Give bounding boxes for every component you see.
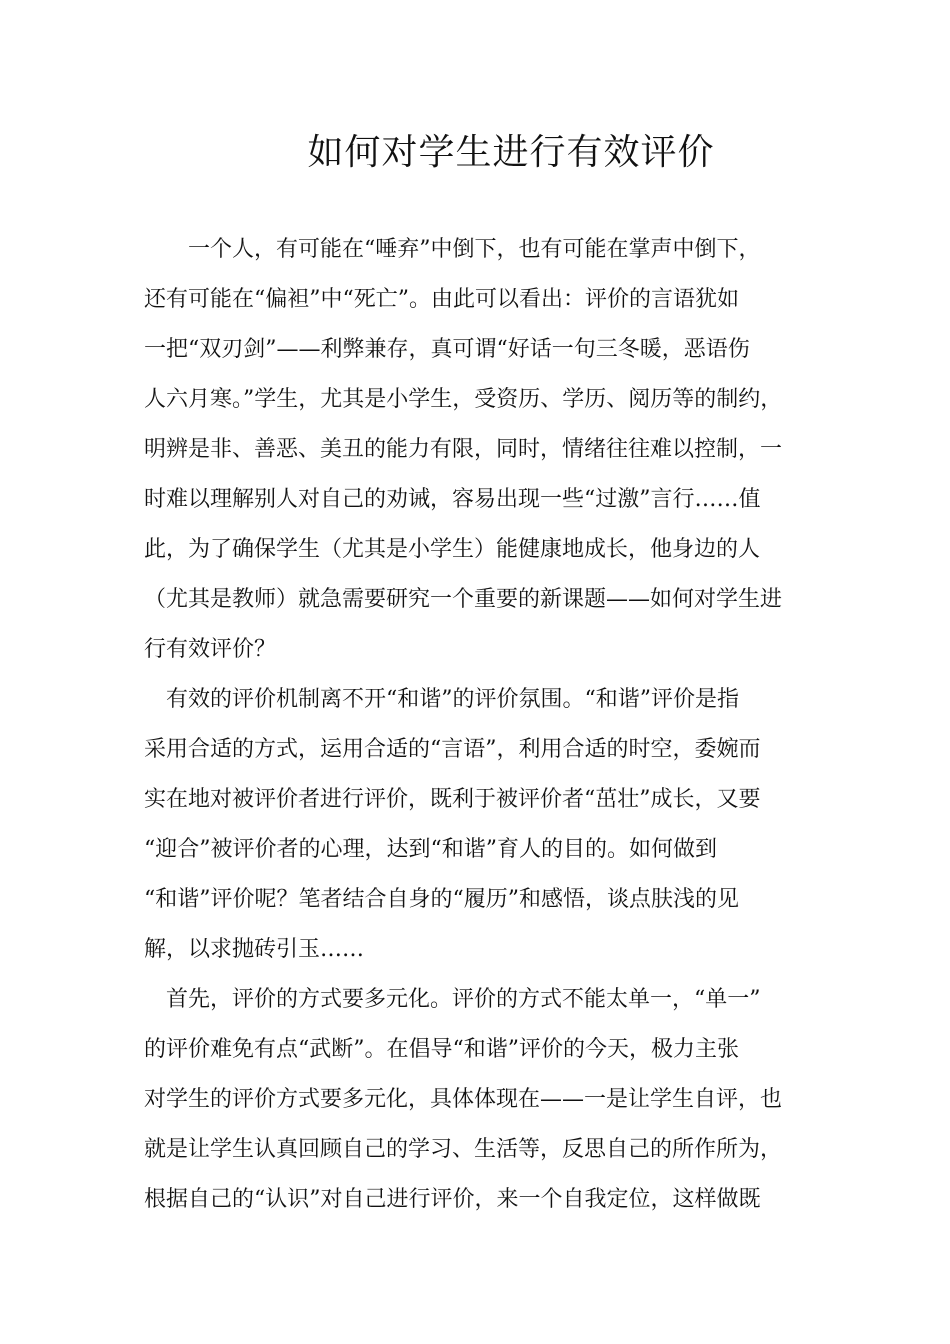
paragraph-1-line-7: 此，为了确保学生（尤其是小学生）能健康地成长，他身边的人 bbox=[144, 537, 761, 562]
paragraph-3-line-1: 首先，评价的方式要多元化。评价的方式不能太单一，“单一” bbox=[166, 987, 761, 1012]
paragraph-3-line-3: 对学生的评价方式要多元化，具体体现在——一是让学生自评，也 bbox=[144, 1087, 783, 1112]
paragraph-1-line-1: 一个人，有可能在“唾弃”中倒下，也有可能在掌声中倒下， bbox=[188, 237, 761, 262]
paragraph-2-line-5: “和谐”评价呢？笔者结合自身的“履历”和感悟，谈点肤浅的见 bbox=[144, 887, 739, 912]
paragraph-1-line-2: 还有可能在“偏袒”中“死亡”。由此可以看出：评价的言语犹如 bbox=[144, 287, 739, 312]
paragraph-1-line-6: 时难以理解别人对自己的劝诫，容易出现一些“过激”言行……值 bbox=[144, 487, 761, 512]
paragraph-3-line-2: 的评价难免有点“武断”。在倡导“和谐”评价的今天，极力主张 bbox=[144, 1037, 739, 1062]
paragraph-1-line-4: 人六月寒。”学生，尤其是小学生，受资历、学历、阅历等的制约， bbox=[144, 387, 783, 412]
paragraph-3-line-4: 就是让学生认真回顾自己的学习、生活等，反思自己的所作所为， bbox=[144, 1137, 783, 1162]
paragraph-1-line-3: 一把“双刃剑”——利弊兼存，真可谓“好话一句三冬暖，恶语伤 bbox=[144, 337, 750, 362]
paragraph-1-line-5: 明辨是非、善恶、美丑的能力有限，同时，情绪往往难以控制，一 bbox=[144, 437, 783, 462]
document-title: 如何对学生进行有效评价 bbox=[307, 132, 715, 173]
paragraph-3-line-5: 根据自己的“认识”对自己进行评价，来一个自我定位，这样做既 bbox=[144, 1187, 761, 1212]
paragraph-1-line-8: （尤其是教师）就急需要研究一个重要的新课题——如何对学生进 bbox=[144, 587, 783, 612]
paragraph-2-line-4: “迎合”被评价者的心理，达到“和谐”育人的目的。如何做到 bbox=[144, 837, 717, 862]
paragraph-2-line-6: 解，以求抛砖引玉…… bbox=[144, 937, 365, 962]
document-body bbox=[144, 225, 824, 1225]
paragraph-2-line-3: 实在地对被评价者进行评价，既利于被评价者“茁壮”成长，又要 bbox=[144, 787, 761, 812]
paragraph-2-line-2: 采用合适的方式，运用合适的“言语”，利用合适的时空，委婉而 bbox=[144, 737, 761, 762]
paragraph-1-line-9: 行有效评价？ bbox=[144, 637, 277, 662]
paragraph-2-line-1: 有效的评价机制离不开“和谐”的评价氛围。“和谐”评价是指 bbox=[166, 687, 739, 712]
